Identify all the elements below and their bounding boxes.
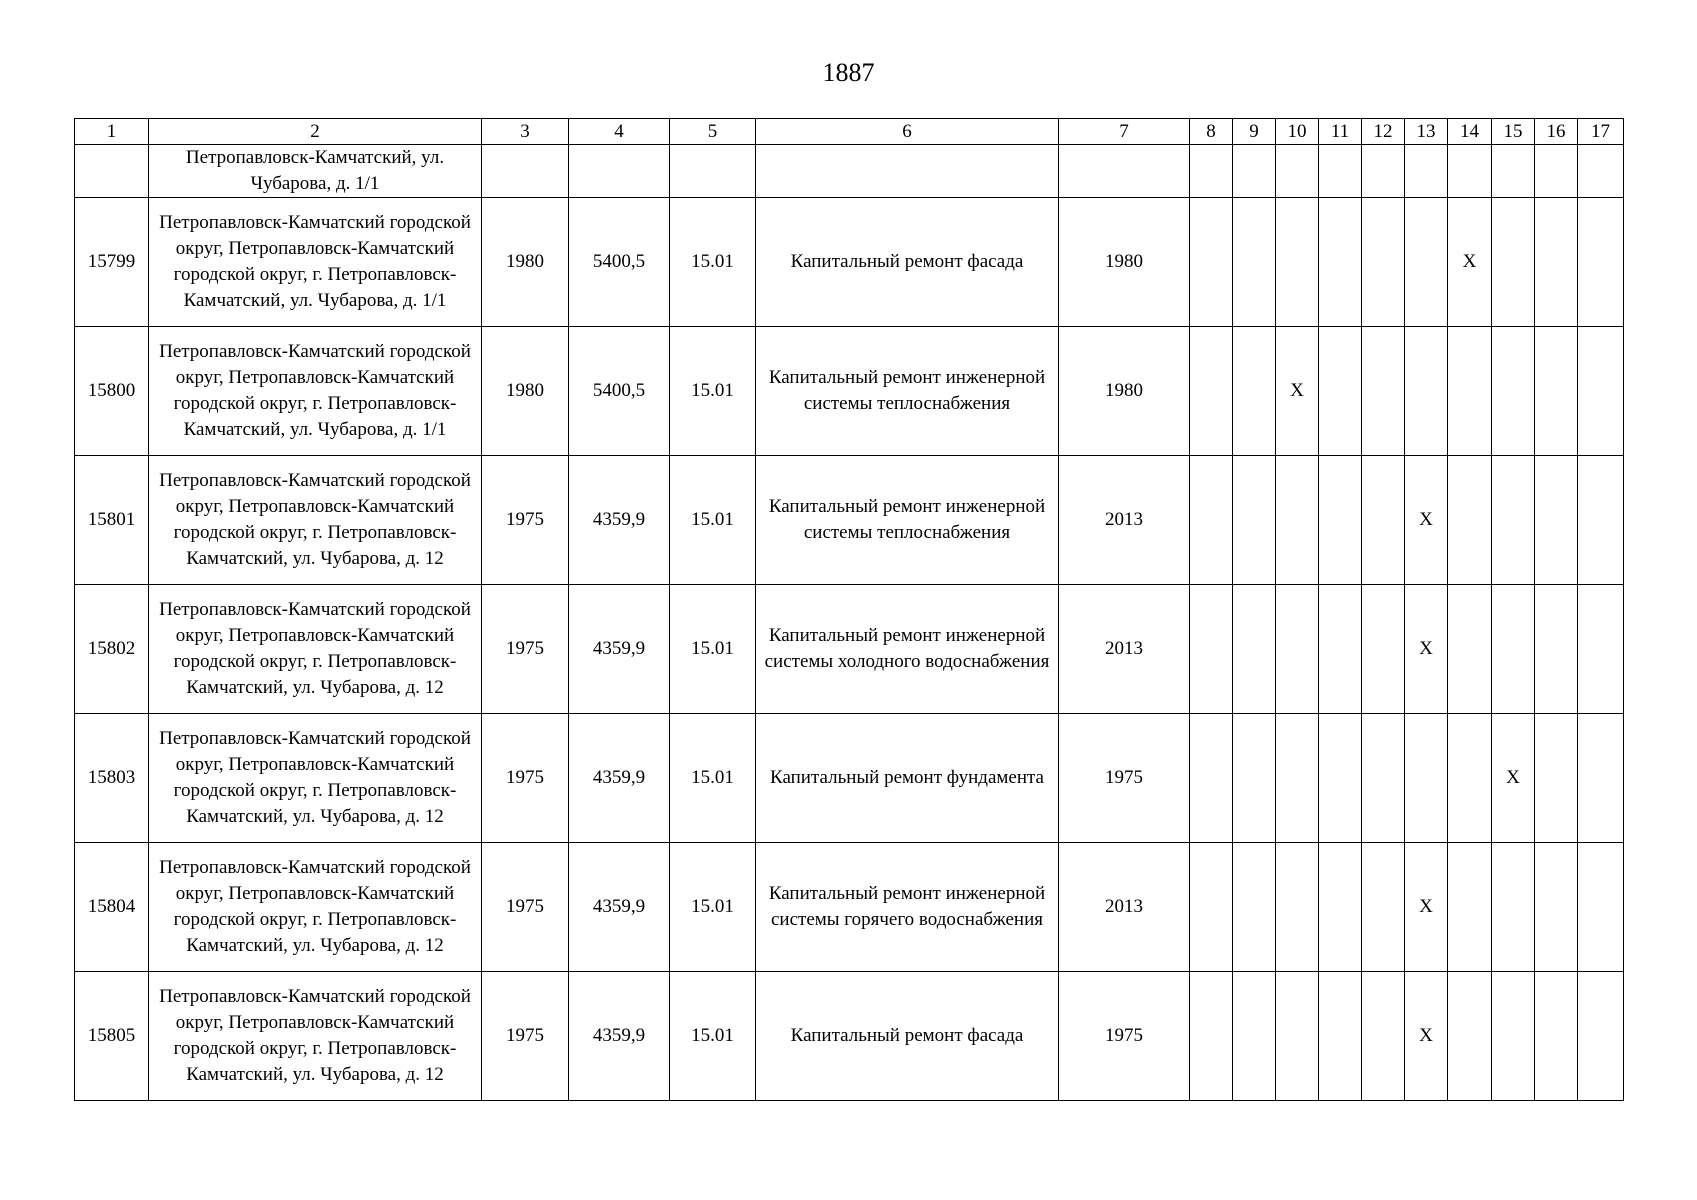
column-header: 17 [1578,119,1624,145]
mark-cell [1276,972,1319,1101]
mark-cell [1448,327,1492,456]
commission-year-cell: 2013 [1059,456,1190,585]
mark-cell [1535,585,1578,714]
column-header: 8 [1190,119,1233,145]
year-cell: 1975 [482,972,569,1101]
id-cell: 15804 [75,843,149,972]
mark-cell [1319,198,1362,327]
work-type-cell: Капитальный ремонт фасада [756,972,1059,1101]
table-row [75,843,1624,972]
mark-cell [1190,456,1233,585]
mark-cell: X [1405,585,1448,714]
column-header: 5 [670,119,756,145]
commission-year-cell: 1980 [1059,198,1190,327]
column-header: 15 [1492,119,1535,145]
mark-cell [1276,585,1319,714]
continuation-row [75,145,1624,198]
mark-cell [1492,456,1535,585]
table-body [75,198,1624,1101]
column-header: 10 [1276,119,1319,145]
year-cell: 1980 [482,327,569,456]
code-cell: 15.01 [670,714,756,843]
column-header: 3 [482,119,569,145]
column-header: 7 [1059,119,1190,145]
column-header: 12 [1362,119,1405,145]
mark-cell: X [1405,843,1448,972]
mark-cell [1405,714,1448,843]
mark-cell [1578,456,1624,585]
code-cell: 15.01 [670,456,756,585]
mark-cell [1362,198,1405,327]
year-cell: 1975 [482,585,569,714]
address-cell: Петропавловск-Камчатский городской округ, Петропавловск-Камчатский городской округ, г. Петропавловск-Камчатский, ул. Чубарова, д. 12 [149,972,482,1101]
area-cell: 4359,9 [569,585,670,714]
mark-cell: X [1405,972,1448,1101]
address-cell: Петропавловск-Камчатский городской округ, Петропавловск-Камчатский городской округ, г. Петропавловск-Камчатский, ул. Чубарова, д. 12 [149,456,482,585]
address-cell: Петропавловск-Камчатский городской округ, Петропавловск-Камчатский городской округ, г. Петропавловск-Камчатский, ул. Чубарова, д. 12 [149,714,482,843]
mark-cell [1319,585,1362,714]
year-cell: 1980 [482,198,569,327]
mark-cell [1319,456,1362,585]
table-row [75,972,1624,1101]
address-cell: Петропавловск-Камчатский городской округ, Петропавловск-Камчатский городской округ, г. Петропавловск-Камчатский, ул. Чубарова, д. 1/1 [149,198,482,327]
mark-cell [1535,198,1578,327]
mark-cell [1319,843,1362,972]
area-cell: 5400,5 [569,198,670,327]
work-type-cell: Капитальный ремонт инженерной системы горячего водоснабжения [756,843,1059,972]
mark-cell: X [1276,327,1319,456]
column-header: 2 [149,119,482,145]
work-type-cell: Капитальный ремонт инженерной системы холодного водоснабжения [756,585,1059,714]
mark-cell [1233,714,1276,843]
id-cell: 15801 [75,456,149,585]
mark-cell [1578,972,1624,1101]
id-cell [75,145,149,198]
mark-cell [1492,327,1535,456]
table-row [75,714,1624,843]
mark-cell [1276,843,1319,972]
mark-cell [1362,714,1405,843]
work-type-cell: Капитальный ремонт инженерной системы теплоснабжения [756,327,1059,456]
address-cell: Петропавловск-Камчатский городской округ, Петропавловск-Камчатский городской округ, г. Петропавловск-Камчатский, ул. Чубарова, д. 1/1 [149,327,482,456]
mark-cell [1276,714,1319,843]
column-header: 16 [1535,119,1578,145]
commission-year-cell: 1980 [1059,327,1190,456]
mark-cell [1233,585,1276,714]
column-header: 13 [1405,119,1448,145]
table-row [75,198,1624,327]
table-header-row [75,119,1624,145]
mark-cell [1233,456,1276,585]
table-row [75,585,1624,714]
mark-cell [1492,585,1535,714]
id-cell: 15803 [75,714,149,843]
mark-cell [1190,714,1233,843]
mark-cell [1535,972,1578,1101]
year-cell: 1975 [482,714,569,843]
mark-cell [1190,327,1233,456]
commission-year-cell: 1975 [1059,972,1190,1101]
commission-year-cell: 1975 [1059,714,1190,843]
area-cell: 4359,9 [569,714,670,843]
area-cell: 4359,9 [569,456,670,585]
commission-year-cell: 2013 [1059,843,1190,972]
mark-cell [1578,198,1624,327]
mark-cell [1319,714,1362,843]
mark-cell [1190,843,1233,972]
commission-year-cell: 2013 [1059,585,1190,714]
column-header: 4 [569,119,670,145]
mark-cell [1492,198,1535,327]
mark-cell [1535,456,1578,585]
mark-cell [1319,972,1362,1101]
year-cell: 1975 [482,843,569,972]
mark-cell [1492,972,1535,1101]
mark-cell [1362,585,1405,714]
column-header: 11 [1319,119,1362,145]
area-cell: 4359,9 [569,972,670,1101]
id-cell: 15802 [75,585,149,714]
table-row [75,456,1624,585]
mark-cell [1233,327,1276,456]
column-header: 14 [1448,119,1492,145]
mark-cell: X [1448,198,1492,327]
work-type-cell: Капитальный ремонт фасада [756,198,1059,327]
mark-cell [1405,198,1448,327]
mark-cell [1233,972,1276,1101]
mark-cell [1448,843,1492,972]
code-cell: 15.01 [670,327,756,456]
code-cell: 15.01 [670,198,756,327]
column-header: 9 [1233,119,1276,145]
year-cell: 1975 [482,456,569,585]
mark-cell [1448,714,1492,843]
id-cell: 15799 [75,198,149,327]
code-cell: 15.01 [670,585,756,714]
id-cell: 15800 [75,327,149,456]
address-cell: Петропавловск-Камчатский городской округ, Петропавловск-Камчатский городской округ, г. Петропавловск-Камчатский, ул. Чубарова, д. 12 [149,585,482,714]
area-cell: 4359,9 [569,843,670,972]
mark-cell [1448,585,1492,714]
mark-cell [1535,843,1578,972]
table-row [75,327,1624,456]
column-header: 6 [756,119,1059,145]
mark-cell: X [1492,714,1535,843]
mark-cell [1190,198,1233,327]
work-type-cell: Капитальный ремонт инженерной системы теплоснабжения [756,456,1059,585]
code-cell: 15.01 [670,972,756,1101]
mark-cell [1492,843,1535,972]
mark-cell [1578,585,1624,714]
mark-cell [1190,585,1233,714]
mark-cell [1362,843,1405,972]
mark-cell [1362,327,1405,456]
repair-schedule-table [74,118,1624,1101]
mark-cell [1276,456,1319,585]
mark-cell [1578,714,1624,843]
mark-cell [1448,972,1492,1101]
column-header: 1 [75,119,149,145]
address-cell: Петропавловск-Камчатский, ул. Чубарова, д. 1/1 [149,145,482,198]
mark-cell [1276,198,1319,327]
mark-cell [1190,972,1233,1101]
mark-cell: X [1405,456,1448,585]
page-number: 1887 [822,58,875,87]
mark-cell [1233,198,1276,327]
mark-cell [1405,327,1448,456]
mark-cell [1578,843,1624,972]
code-cell: 15.01 [670,843,756,972]
mark-cell [1578,327,1624,456]
id-cell: 15805 [75,972,149,1101]
mark-cell [1448,456,1492,585]
mark-cell [1233,843,1276,972]
mark-cell [1362,456,1405,585]
area-cell: 5400,5 [569,327,670,456]
mark-cell [1319,327,1362,456]
mark-cell [1535,327,1578,456]
work-type-cell: Капитальный ремонт фундамента [756,714,1059,843]
mark-cell [1535,714,1578,843]
address-cell: Петропавловск-Камчатский городской округ, Петропавловск-Камчатский городской округ, г. Петропавловск-Камчатский, ул. Чубарова, д. 12 [149,843,482,972]
mark-cell [1362,972,1405,1101]
